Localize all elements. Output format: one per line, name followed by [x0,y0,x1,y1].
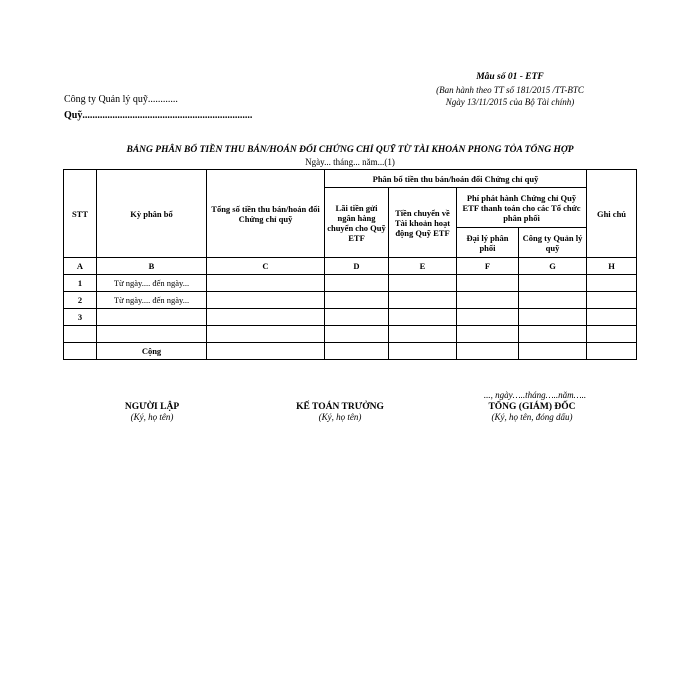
table-cell [457,343,519,360]
table-cell [519,343,587,360]
column-code: E [389,258,457,275]
table-cell [389,343,457,360]
total-row [64,343,637,360]
column-code: G [519,258,587,275]
director-hint: (Ký, họ tên, đóng dấu) [491,412,573,422]
form-note-line-2: Ngày 13/11/2015 của Bộ Tài chính) [445,97,575,107]
signature-director [432,402,632,422]
header-transfer: Tiền chuyển về Tài khoản hoạt động Quỹ ETF [389,188,457,258]
table-cell [587,309,637,326]
preparer-hint: (Ký, họ tên) [130,412,174,422]
preparer-role: NGƯỜI LẬP [124,402,180,412]
table-cell [389,309,457,326]
table-cell [457,292,519,309]
table-cell [519,275,587,292]
table-cell [325,326,389,343]
table-cell [389,292,457,309]
signature-preparer [52,402,252,422]
table-cell [519,292,587,309]
form-note-line-1: (Ban hành theo TT số 181/2015 /TT-BTC [436,85,584,95]
column-code: H [587,258,637,275]
row-period [97,326,207,343]
chief-accountant-role: KẾ TOÁN TRƯỞNG [296,402,384,412]
row-stt: 1 [64,275,97,292]
table-row [64,326,637,343]
form-legal-note [400,84,620,108]
signature-chief-accountant [240,402,440,422]
document-title: BẢNG PHÂN BỔ TIỀN THU BÁN/HOÁN ĐỔI CHỨNG CHỈ QUỸ TỪ TÀI KHOẢN PHONG TỎA TỔNG HỢP [126,145,574,155]
document-date-line: Ngày... tháng... năm...(1) [305,157,395,167]
allocation-table [63,169,637,360]
header-management-company: Công ty Quản lý quỹ [519,228,587,258]
table-cell [207,326,325,343]
row-period [97,309,207,326]
table-cell [325,275,389,292]
table-cell [207,309,325,326]
table-cell [457,275,519,292]
signature-date: ..., ngày…..tháng…..năm….. [483,390,587,400]
table-row [64,275,637,292]
table-cell [207,292,325,309]
column-code: D [325,258,389,275]
column-code: B [97,258,207,275]
table-row [64,309,637,326]
table-cell [587,326,637,343]
header-period: Kỳ phân bổ [97,170,207,258]
header-stt: STT [64,170,97,258]
table-cell [325,309,389,326]
table-cell [587,292,637,309]
row-stt [64,326,97,343]
table-cell [587,343,637,360]
table-cell [325,292,389,309]
table-cell [207,343,325,360]
header-notes: Ghi chú [587,170,637,258]
row-stt: 3 [64,309,97,326]
director-role: TỔNG (GIÁM) ĐỐC [488,402,576,412]
row-stt: 2 [64,292,97,309]
header-total: Tổng số tiền thu bán/hoán đổi Chứng chỉ quỹ [207,170,325,258]
table-cell [457,326,519,343]
header-fee-group: Phí phát hành Chứng chỉ Quỹ ETF thanh toán cho các Tổ chức phân phối [457,188,587,228]
fund-name-line: Quỹ.................................................................... [64,110,253,121]
total-label: Cộng [97,343,207,360]
table-cell [389,275,457,292]
header-allocation-group: Phân bổ tiền thu bán/hoán đổi Chứng chỉ quỹ [325,170,587,188]
header-distributor: Đại lý phân phối [457,228,519,258]
form-number: Mẫu số 01 - ETF [476,72,544,82]
table-cell [389,326,457,343]
table-row [64,292,637,309]
column-code: A [64,258,97,275]
company-name-line: Công ty Quản lý quỹ............ [64,94,178,105]
column-code-row [64,258,637,275]
table-cell [207,275,325,292]
table-cell [457,309,519,326]
row-period: Từ ngày.... đến ngày... [97,292,207,309]
table-cell [519,309,587,326]
chief-accountant-hint: (Ký, họ tên) [318,412,362,422]
header-interest: Lãi tiền gửi ngân hàng chuyển cho Quỹ ETF [325,188,389,258]
table-cell [64,343,97,360]
table-cell [325,343,389,360]
table-cell [587,275,637,292]
column-code: C [207,258,325,275]
row-period: Từ ngày.... đến ngày... [97,275,207,292]
column-code: F [457,258,519,275]
table-cell [519,326,587,343]
